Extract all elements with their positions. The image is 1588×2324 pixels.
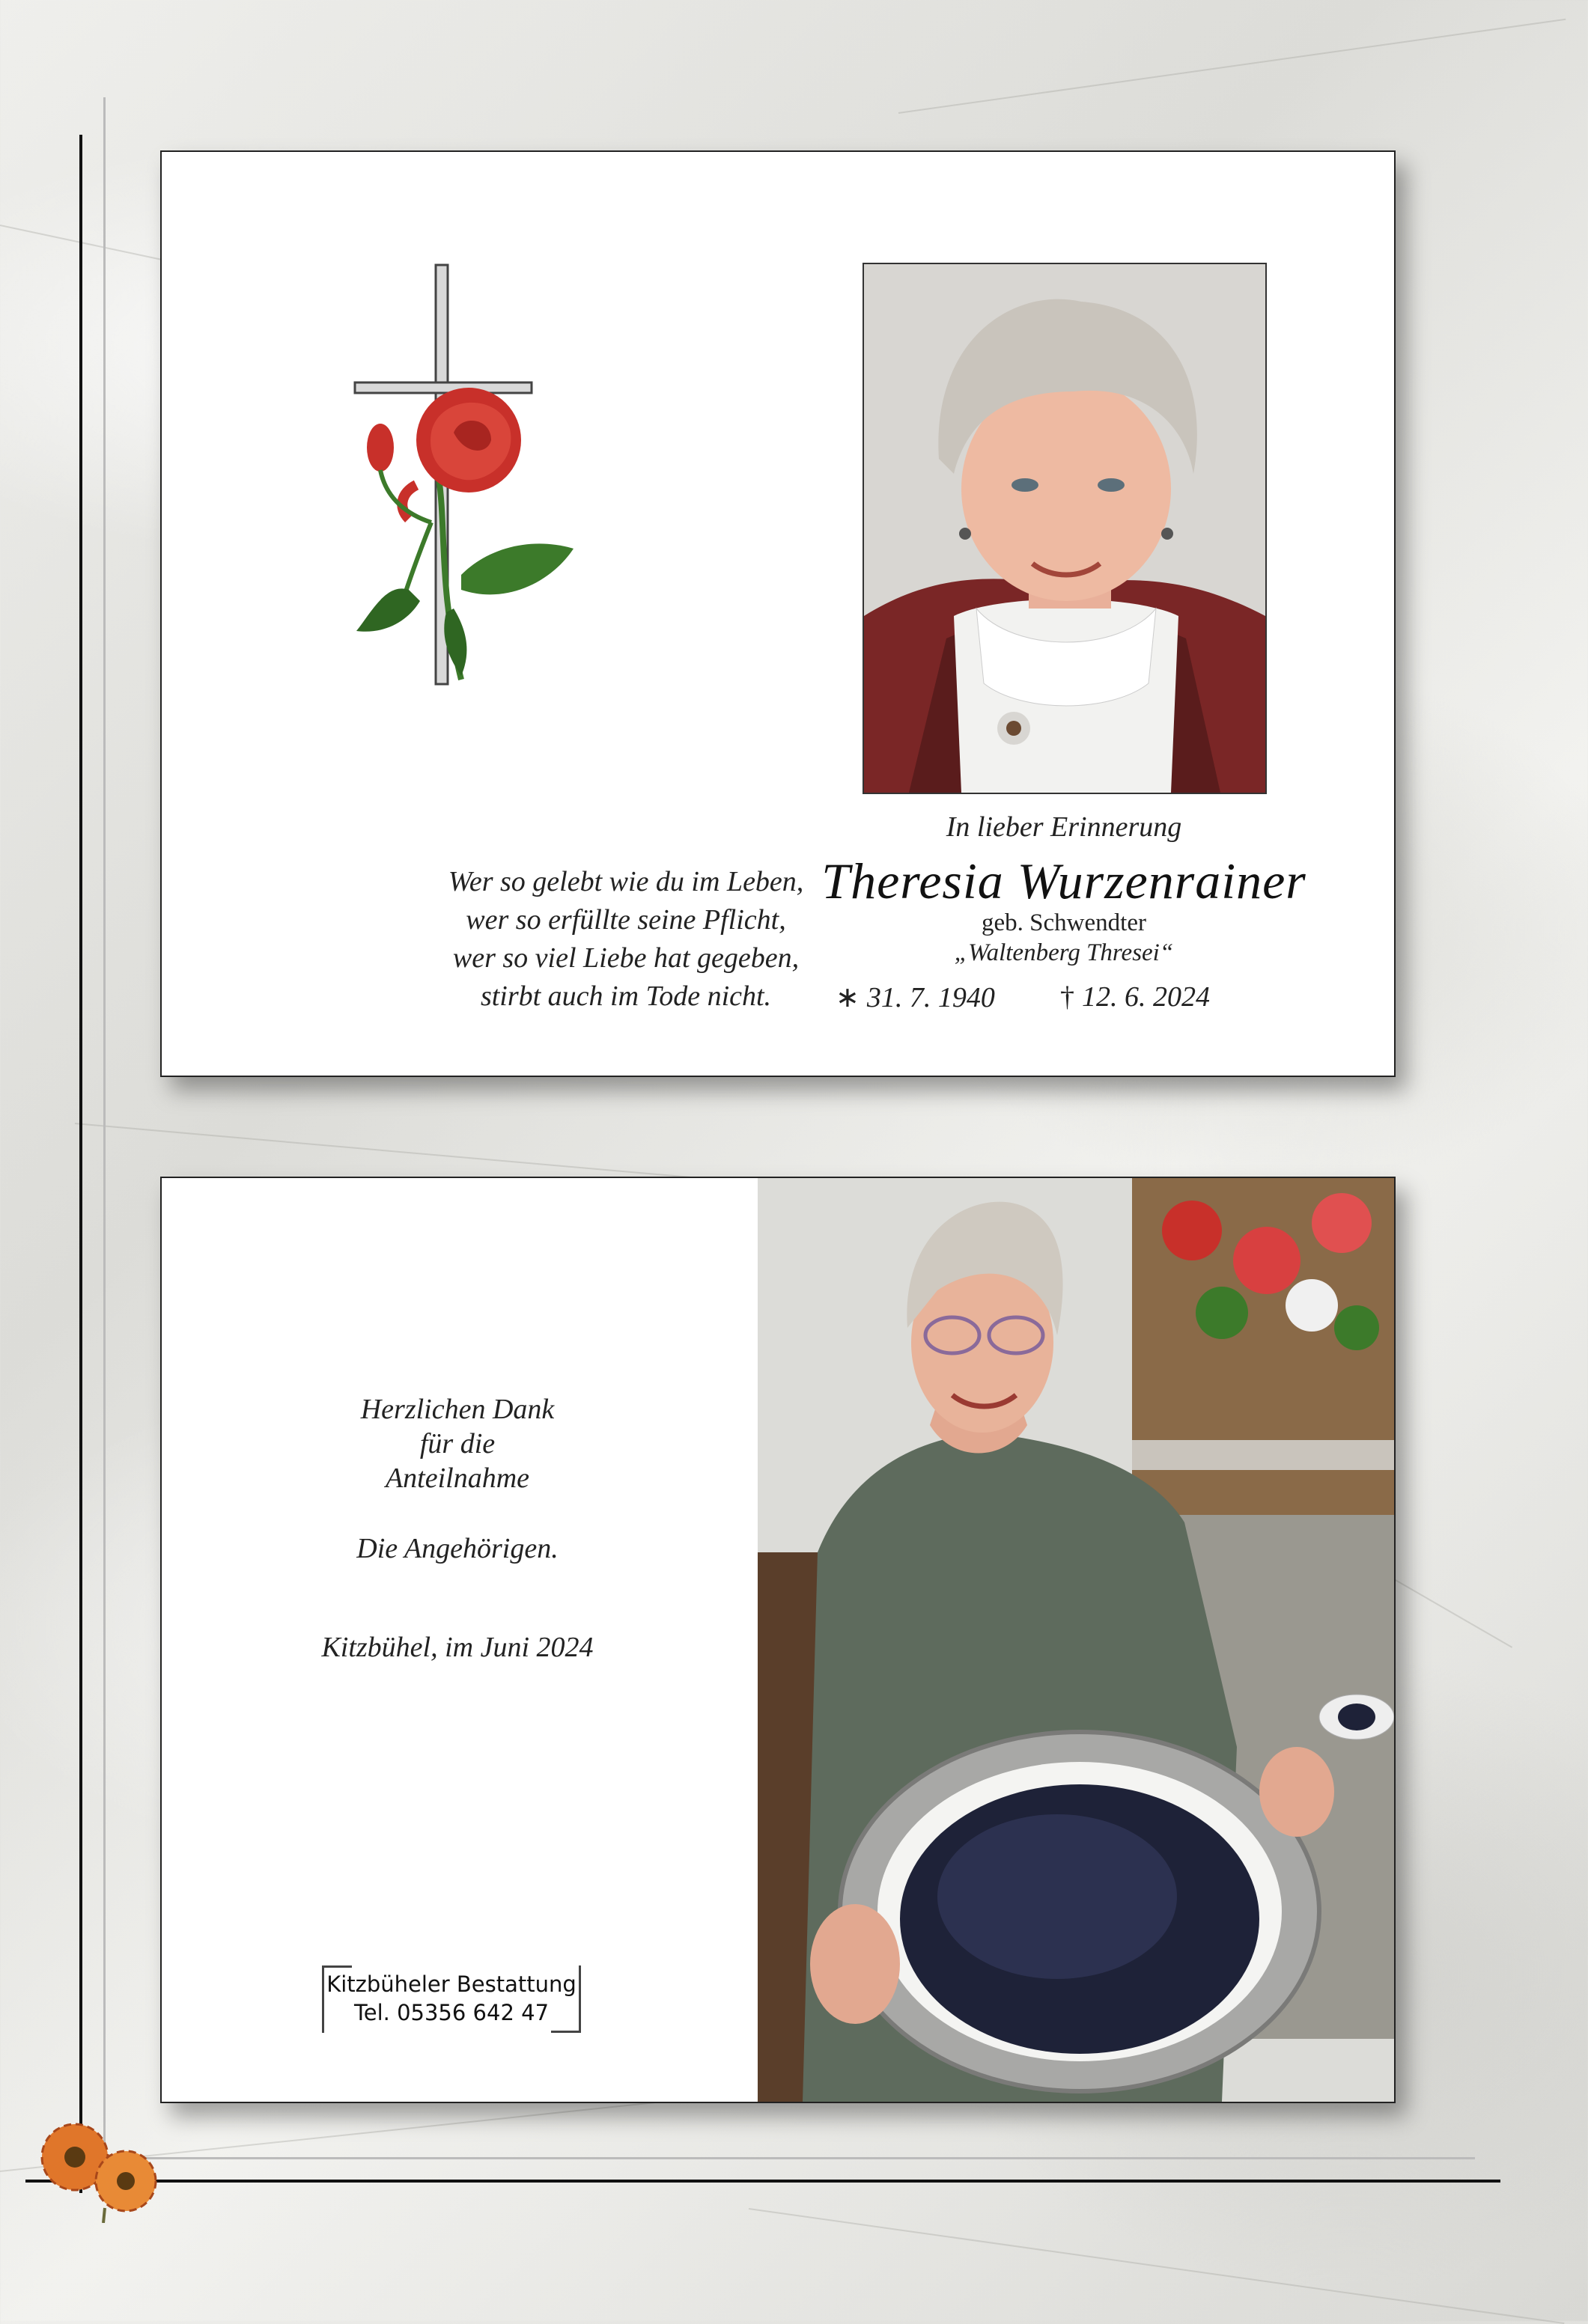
funeral-home-box [322, 1965, 581, 2033]
front-card [160, 150, 1396, 1077]
verse-line: wer so erfüllte seine Pflicht, [466, 904, 786, 936]
birth-date-group [836, 980, 995, 1014]
thanks-line: Herzlichen Dank [360, 1394, 555, 1425]
back-card [160, 1177, 1396, 2103]
photo-with-berries [758, 1178, 1394, 2102]
frame-line-left-thin [103, 97, 106, 2163]
funeral-home-name: Kitzbüheler Bestattung [326, 1971, 577, 1997]
thanks-line: für die [419, 1428, 496, 1460]
dagger-icon: † [1060, 981, 1074, 1013]
relatives-signoff: Die Angehörigen. [356, 1533, 559, 1564]
portrait-photo [863, 263, 1267, 794]
death-date: 12. 6. 2024 [1082, 981, 1210, 1013]
verse-line: wer so viel Liebe hat gegeben, [452, 942, 800, 974]
frame-line-left [79, 135, 82, 2193]
star-icon: ∗ [836, 982, 860, 1013]
deceased-name: Theresia Wurzenrainer [821, 853, 1306, 909]
verse-line: stirbt auch im Tode nicht. [480, 980, 772, 1012]
thanks-message [282, 1392, 633, 1495]
frame-line-bottom [25, 2180, 1500, 2183]
cross-with-rose-icon [326, 260, 626, 695]
thanks-line: Anteilnahme [385, 1463, 530, 1494]
in-memory-heading: In lieber Erinnerung [946, 811, 1182, 843]
nickname: „Waltenberg Thresei“ [954, 939, 1174, 966]
birth-name: geb. Schwendter [982, 909, 1146, 936]
verse-line: Wer so gelebt wie du im Leben, [448, 866, 804, 897]
frame-line-bottom-thin [112, 2157, 1475, 2159]
death-date-group [1060, 980, 1210, 1013]
poppy-flowers-icon [30, 2111, 172, 2223]
funeral-home-phone: Tel. 05356 642 47 [353, 2000, 550, 2025]
place-and-date: Kitzbühel, im Juni 2024 [321, 1632, 594, 1663]
birth-date: 31. 7. 1940 [866, 982, 995, 1013]
